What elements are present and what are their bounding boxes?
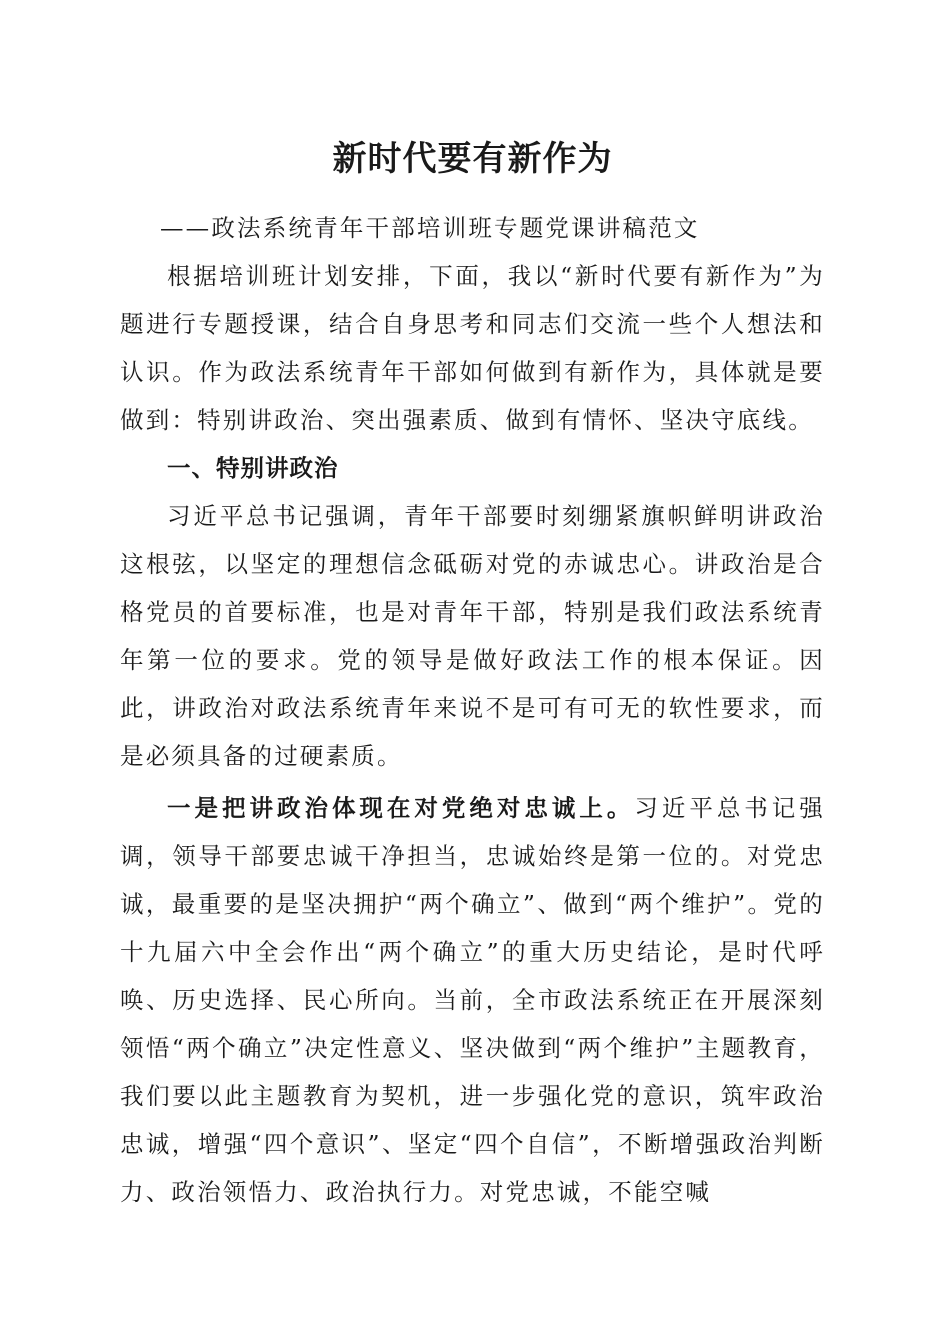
document-title: 新时代要有新作为 <box>332 139 613 179</box>
document-subtitle: ——政法系统青年干部培训班专题党课讲稿范文 <box>159 214 700 242</box>
intro-paragraph: 根据培训班计划安排，下面，我以“新时代要有新作为”为题进行专题授课，结合自身思考和同志们交流一些个人想法和认识。作为政法系统青年干部如何做到有新作为，具体就是要做到：特别讲政治、突出强素质、做到有情怀、坚决守底线。 <box>120 262 825 434</box>
document-body <box>120 204 825 1216</box>
paragraph-lead-sentence: 一是把讲政治体现在对党绝对忠诚上。 <box>167 794 635 822</box>
section-paragraph-2 <box>120 784 825 1216</box>
section-heading: 一、特别讲政治 <box>167 454 339 482</box>
paragraph-body-text: 习近平总书记强调，领导干部要忠诚干净担当，忠诚始终是第一位的。对党忠诚，最重要的是坚决拥护“两个确立”、做到“两个维护”。党的十九届六中全会作出“两个确立”的重大历史结论，是时代呼唤、历史选择、民心所向。当前，全市政法系统正在开展深刻领悟“两个确立”决定性意义、坚决做到“两个维护”主题教育，我们要以此主题教育为契机，进一步强化党的意识，筑牢政治忠诚，增强“四个意识”、坚定“四个自信”，不断增强政治判断力、政治领悟力、政治执行力。对党忠诚，不能空喊 <box>120 794 825 1206</box>
section-paragraph-1: 习近平总书记强调，青年干部要时刻绷紧旗帜鲜明讲政治这根弦，以坚定的理想信念砥砺对党的赤诚忠心。讲政治是合格党员的首要标准，也是对青年干部，特别是我们政法系统青年第一位的要求。党的领导是做好政法工作的根本保证。因此，讲政治对政法系统青年来说不是可有可无的软性要求，而是必须具备的过硬素质。 <box>120 502 825 770</box>
